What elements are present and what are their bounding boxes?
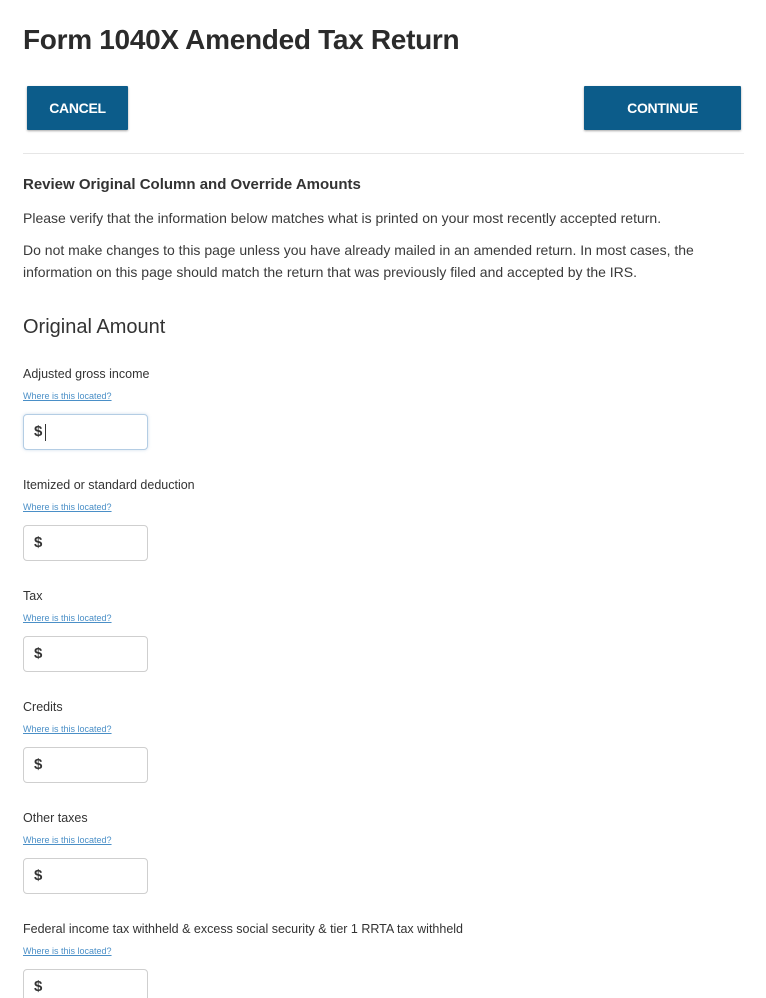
review-heading: Review Original Column and Override Amounts xyxy=(23,176,361,193)
dollar-sign: $ xyxy=(34,978,43,995)
tax-input[interactable] xyxy=(23,636,148,672)
dollar-sign: $ xyxy=(34,645,43,662)
dollar-sign: $ xyxy=(34,756,43,773)
other-taxes-field[interactable] xyxy=(48,859,144,893)
dollar-sign: $ xyxy=(34,867,43,884)
field-adjusted-gross-income xyxy=(23,366,743,450)
field-federal-tax-withheld xyxy=(23,921,743,998)
where-located-link[interactable]: Where is this located? xyxy=(23,724,112,734)
field-tax xyxy=(23,588,743,672)
federal-tax-withheld-field[interactable] xyxy=(48,970,144,998)
dollar-sign: $ xyxy=(34,423,43,440)
field-label: Other taxes xyxy=(23,811,88,825)
other-taxes-input[interactable] xyxy=(23,858,148,894)
field-label: Adjusted gross income xyxy=(23,367,150,381)
itemized-deduction-field[interactable] xyxy=(48,526,144,560)
text-caret xyxy=(45,424,46,441)
field-label: Tax xyxy=(23,589,43,603)
where-located-link[interactable]: Where is this located? xyxy=(23,613,112,623)
dollar-sign: $ xyxy=(34,534,43,551)
field-itemized-deduction xyxy=(23,477,743,561)
page-title: Form 1040X Amended Tax Return xyxy=(23,24,460,55)
field-label: Itemized or standard deduction xyxy=(23,478,195,492)
adjusted-gross-income-input[interactable] xyxy=(23,414,148,450)
field-credits xyxy=(23,699,743,783)
itemized-deduction-input[interactable] xyxy=(23,525,148,561)
continue-button[interactable]: CONTINUE xyxy=(584,86,741,130)
federal-tax-withheld-input[interactable] xyxy=(23,969,148,998)
review-instructions: Please verify that the information below matches what is printed on your most recently accepted return. xyxy=(23,210,662,226)
review-warning: Do not make changes to this page unless you have already mailed in an amended return. In most cases, the information on this page should match the return that was previously filed and accepted by the IRS. xyxy=(23,242,694,280)
where-located-link[interactable]: Where is this located? xyxy=(23,835,112,845)
tax-field[interactable] xyxy=(48,637,144,671)
where-located-link[interactable]: Where is this located? xyxy=(23,946,112,956)
where-located-link[interactable]: Where is this located? xyxy=(23,502,112,512)
where-located-link[interactable]: Where is this located? xyxy=(23,391,112,401)
header-divider xyxy=(23,153,744,154)
field-label: Credits xyxy=(23,700,63,714)
cancel-button[interactable]: CANCEL xyxy=(27,86,128,130)
field-label: Federal income tax withheld & excess social security & tier 1 RRTA tax withheld xyxy=(23,922,464,936)
credits-input[interactable] xyxy=(23,747,148,783)
field-other-taxes xyxy=(23,810,743,894)
credits-field[interactable] xyxy=(48,748,144,782)
original-amount-title: Original Amount xyxy=(23,316,166,338)
adjusted-gross-income-field[interactable] xyxy=(48,415,144,449)
